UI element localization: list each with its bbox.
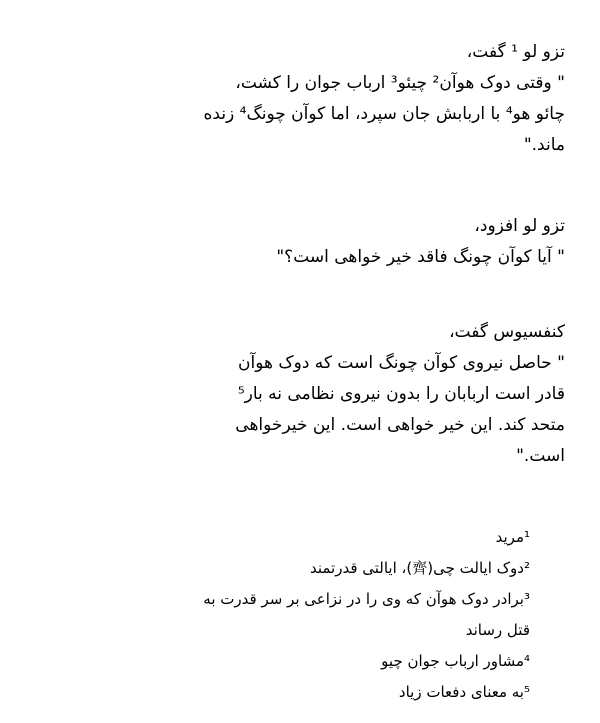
- text-line: " حاصل نیروی کوآن چونگ است که دوک هوآن: [238, 353, 565, 373]
- text-line: است.": [516, 446, 565, 466]
- text-line: متحد کند. این خیر خواهی است. این خیرخواهی: [235, 415, 565, 435]
- paragraph-1: [203, 37, 565, 161]
- text-line: " آیا کوآن چونگ فاقد خیر خواهی است؟": [276, 247, 565, 267]
- paragraph-3: [235, 317, 565, 472]
- footnote-2: ²دوک ایالت چی(齊)، ایالتی قدرتمند: [309, 559, 530, 577]
- text-line: چائو هو⁴ با اربابش جان سپرد، اما کوآن چونگ⁴ زنده: [203, 104, 565, 124]
- text-line: ماند.": [523, 135, 565, 155]
- footnote-5: ⁵به معنای دفعات زیاد: [398, 683, 530, 701]
- text-line: کنفسیوس گفت،: [449, 322, 565, 342]
- footnote-3-continued: قتل رساند: [465, 621, 530, 639]
- paragraph-2: [276, 211, 565, 273]
- footnote-4: ⁴مشاور ارباب جوان چیو: [381, 652, 530, 670]
- text-line: تزو لو افزود،: [474, 216, 565, 236]
- footnote-3: ³برادر دوک هوآن که وی را در نزاعی بر سر قدرت به: [203, 590, 530, 608]
- text-line: " وقتی دوک هوآن² چیئو³ ارباب جوان را کشت،: [235, 73, 565, 93]
- text-line: تزو لو ¹ گفت،: [466, 42, 565, 62]
- footnotes: [203, 522, 530, 708]
- text-line: قادر است اربابان را بدون نیروی نظامی نه بار⁵: [237, 384, 565, 404]
- footnote-1: ¹مرید: [495, 528, 530, 546]
